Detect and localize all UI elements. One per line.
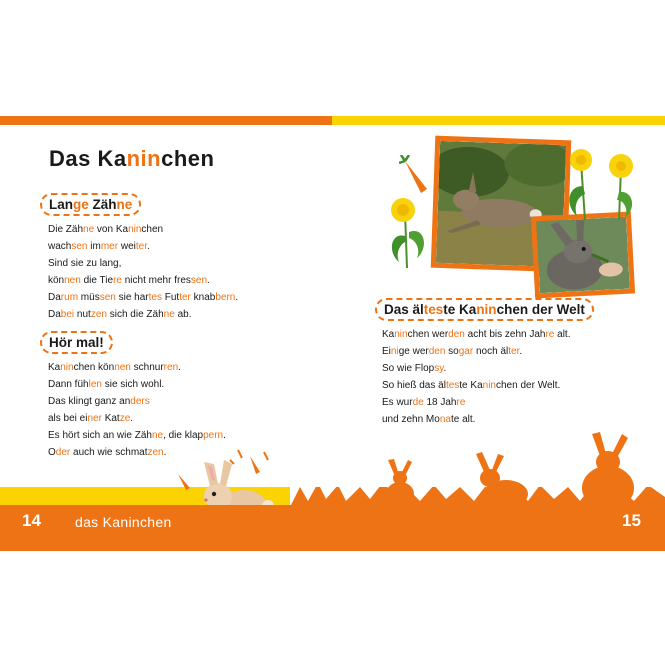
text-line: können die Tiere nicht mehr fressen. (48, 275, 210, 286)
text-line: Dabei nutzen sich die Zähne ab. (48, 309, 192, 320)
text-line: Oder auch wie schmatzen. (48, 447, 167, 458)
text-line: Sind sie zu lang, (48, 258, 122, 269)
text-line: So wie Flopsy. (382, 363, 447, 374)
dandelion-icon (563, 146, 639, 222)
page-title: Das Kaninchen (49, 146, 215, 171)
text-line: und zehn Monate alt. (382, 414, 476, 425)
rabbit-silhouettes (378, 432, 665, 512)
footer-word: das Kaninchen (75, 514, 172, 530)
text-line: Dann fühlen sie sich wohl. (48, 379, 165, 390)
text-line: Darum müssen sie hartes Futter knabbern. (48, 292, 239, 303)
carrot-icon (399, 155, 433, 195)
top-bar-yellow (332, 116, 665, 125)
text-line: Es wurde 18 Jahre (382, 397, 466, 408)
page-number-right: 15 (622, 511, 641, 530)
section-text-hoer-mal (48, 359, 226, 461)
section-text-aelteste-kaninchen (382, 326, 571, 428)
text-line: wachsen immer weiter. (48, 241, 150, 252)
text-line: als bei einer Katze. (48, 413, 134, 424)
dandelion-icon (383, 196, 435, 270)
photo-grey-rabbit (531, 211, 635, 298)
page-number-left: 14 (22, 511, 41, 530)
text-line: Es hört sich an wie Zähne, die klappern. (48, 430, 226, 441)
text-line: Das klingt ganz anders (48, 396, 150, 407)
carrot-icon (172, 448, 272, 492)
text-line: Einige werden sogar noch älter. (382, 346, 523, 357)
section-text-lange-zaehne (48, 221, 238, 323)
section-heading-lange-zaehne: Lange Zähne (40, 193, 141, 216)
text-line: Kaninchen können schnurren. (48, 362, 181, 373)
top-bar-orange (0, 116, 332, 125)
text-line: So hieß das älteste Kaninchen der Welt. (382, 380, 561, 391)
text-line: Die Zähne von Kaninchen (48, 224, 164, 235)
text-line: Kaninchen werden acht bis zehn Jahre alt. (382, 329, 571, 340)
section-heading-hoer-mal: Hör mal! (40, 331, 113, 354)
section-heading-aelteste-kaninchen: Das älteste Kaninchen der Welt (375, 298, 594, 321)
